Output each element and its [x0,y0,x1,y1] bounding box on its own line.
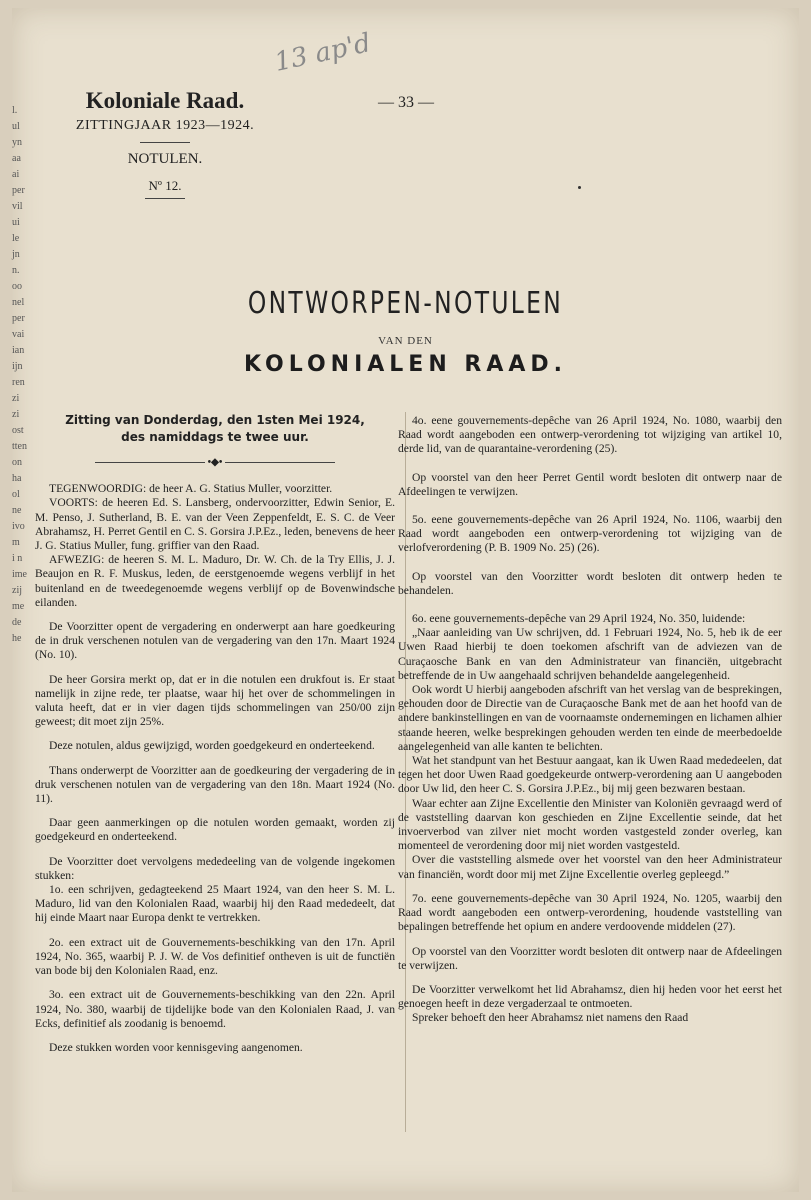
paragraph: Over die vaststelling alsmede over het voorstel van den heer Administrateur van financiën, wordt door mij met Zijne Excellentie overleg gepleegd.” [398,853,782,881]
title-van-den: VAN DEN [378,335,433,347]
session-heading [35,412,395,446]
paragraph: 1o. een schrijven, gedagteekend 25 Maart 1924, van den heer S. M. L. Maduro, lid van den Kolonialen Raad, waarbij hij den Raad mededeelt, dat hij einde Maart naar Europa denkt te vertrekken. [35,883,395,925]
paragraph: Deze stukken worden voor kennisgeving aangenomen. [49,1040,303,1054]
paragraph: De Voorzitter doet vervolgens mededeeling van de volgende ingekomen stukken: [35,854,395,882]
speck [578,186,581,189]
paragraph: De Voorzitter opent de vergadering en onderwerpt aan hare goedkeuring de in druk verschenen notulen van de vergadering van den 17n. Maart 1924 (No. 10). [35,620,395,662]
session-heading-text: Zitting van Donderdag, den 1sten Mei 1924, des namiddags te twee uur. [65,413,365,444]
session-year: ZITTINGJAAR 1923—1924. [75,118,255,133]
paragraph: 4o. eene gouvernements-depêche van 26 April 1924, No. 1080, waarbij den Raad wordt aangeboden een ontwerp-verordening tot wijziging van artikel 10, derde lid, van de quarantaine-verordening (25). [398,414,782,456]
paragraph: 6o. eene gouvernements-depêche van 29 April 1924, No. 350, luidende: [412,612,746,626]
title-body: KOLONIALEN RAAD. [243,352,568,377]
left-margin-bleed: l. ul yn aa ai per vil ui le jn n. oo nel per vai ian ijn ren zi zi ost tten on ha ol ne ivo m i n ime zij me de he [12,105,27,644]
page-number: — 33 — [378,94,434,111]
paragraph: Spreker behoeft den heer Abrahamsz niet namens den Raad [412,1011,689,1025]
paragraph: Daar geen aanmerkingen op die notulen worden gemaakt, worden zij goedgekeurd en onderteekend. [35,816,395,844]
paragraph: De heer Gorsira merkt op, dat er in die notulen een drukfout is. Er staat namelijk in zijne rede, ter plaatse, waar hij het over de schommelingen in valuta heeft, dat er in vier dagen tijds schommelingen van 250/00 zijn geweest; dit moet zijn 25%. [35,672,395,729]
paragraph: TEGENWOORDIG: de heer A. G. Statius Muller, voorzitter. [49,482,333,496]
document-page [12,8,799,1192]
paragraph: „Naar aanleiding van Uw schrijven, dd. 1 Februari 1924, No. 5, heb ik de eer Uwen Raad hierbij te doen toekomen afschrift van de adviezen van de Curaçaosche Bank en van den Administrateur van financiën, uitgebracht betreffende de in Uw aangehaald schrijven behandelde aangelegenheid. [398,626,782,682]
header-block [60,88,270,207]
paragraph: De Voorzitter verwelkomt het lid Abrahamsz, dien hij heden voor het eerst het genoegen heeft in deze vergaderzaal te ontmoeten. [398,982,782,1011]
paragraph: Op voorstel van den Voorzitter wordt besloten dit ontwerp heden te behandelen. [398,569,782,597]
paragraph: Ook wordt U hierbij aangeboden afschrift van het verslag van de besprekingen, gehouden door de Directie van de Curaçaosche Bank met de aan het hoofd van de andere bankinstellingen en van de voornaamste ondernemingen en lichamen alhier staande heeren, welke besprekingen gehouden werden ten einde de meerbedoelde aangelegenheid van alle kanten te belichten. [398,683,782,753]
paragraph: Thans onderwerpt de Voorzitter aan de goedkeuring der vergadering de in druk verschenen notulen van de vergadering van den 18n. Maart 1924 (No. 11). [35,763,395,806]
paragraph: 5o. eene gouvernements-depêche van 26 April 1924, No. 1106, waarbij den Raad wordt aangeboden een ontwerp-verordening tot wijziging van de verlofverordening (P. B. 1909 No. 25) (26). [398,513,782,555]
paragraph: Wat het standpunt van het Bestuur aangaat, kan ik Uwen Raad mededeelen, dat tegen het door Uwen Raad goedgekeurde ontwerp-verordening aan U aangeboden door Uw lid, den heer C. S. Gorsira J.P.Ez., bij mij geen bezwaren bestaan. [398,754,782,796]
issue-number: Nº 12. [148,178,182,193]
notulen-label: NOTULEN. [127,151,203,167]
divider [145,198,185,199]
paragraph: Waar echter aan Zijne Excellentie den Minister van Koloniën gevraagd werd of de vaststelling daarvan kon geschieden en Zijne Excellentie seinde, dat het invoerverbod van zilver niet mocht worden vastgesteld zonder overleg, kan momenteel de verordening door mij niet worden vastgesteld. [398,796,782,853]
handwritten-note: 13 ap'd [271,28,374,78]
paragraph: Deze notulen, aldus gewijzigd, worden goedgekeurd en onderteekend. [49,739,375,753]
right-column [398,414,782,1026]
org-name: Koloniale Raad. [85,88,245,113]
paragraph: Op voorstel van den heer Perret Gentil wordt besloten dit ontwerp naar de Afdeelingen te verwijzen. [398,470,782,498]
ornament-glyph: •◆• [207,457,223,468]
paragraph: 7o. eene gouvernements-depêche van 30 April 1924, No. 1205, waarbij den Raad wordt aangeboden een ontwerp-verordening, houdende vaststelling van bepalingen betreffende het opium en andere verdoovende middelen (27). [398,891,782,934]
divider [140,142,190,143]
ornament [35,456,395,470]
paragraph: 3o. een extract uit de Gouvernements-beschikking van den 22n. April 1924, No. 380, waarbij de tijdelijke bode van den Kolonialen Raad, J. van Ecks, definitief als zoodanig is benoemd. [35,988,395,1030]
paragraph: Op voorstel van den Voorzitter wordt besloten dit ontwerp naar de Afdeelingen te verwijzen. [398,944,782,972]
paragraph: 2o. een extract uit de Gouvernements-beschikking van den 17n. April 1924, No. 365, waarbij P. J. W. de Vos definitief ontheven is uit de functiën van bode bij den Kolonialen Raad, enz. [35,935,395,978]
page-title: ONTWORPEN-NOTULEN [247,286,564,321]
paragraph: AFWEZIG: de heeren S. M. L. Maduro, Dr. W. Ch. de la Try Ellis, J. J. Beaujon en R. F. Muskus, leden, de eerstgenoemde wegens verblijf in het buitenland en de tweedegenoemde wegens verblijf op de Bovenwindsche eilanden. [35,553,395,609]
left-column [35,412,395,1055]
paragraph: VOORTS: de heeren Ed. S. Lansberg, ondervoorzitter, Edwin Senior, E. M. Penso, J. Sutherland, B. E. van der Veen Zeppenfeldt, E. S. C. de Veer Abrahamsz, H. Perret Gentil en C. S. Gorsira J.P.Ez., leden, benevens de heer J. G. Statius Muller, fung. griffier van den Raad. [35,496,395,553]
